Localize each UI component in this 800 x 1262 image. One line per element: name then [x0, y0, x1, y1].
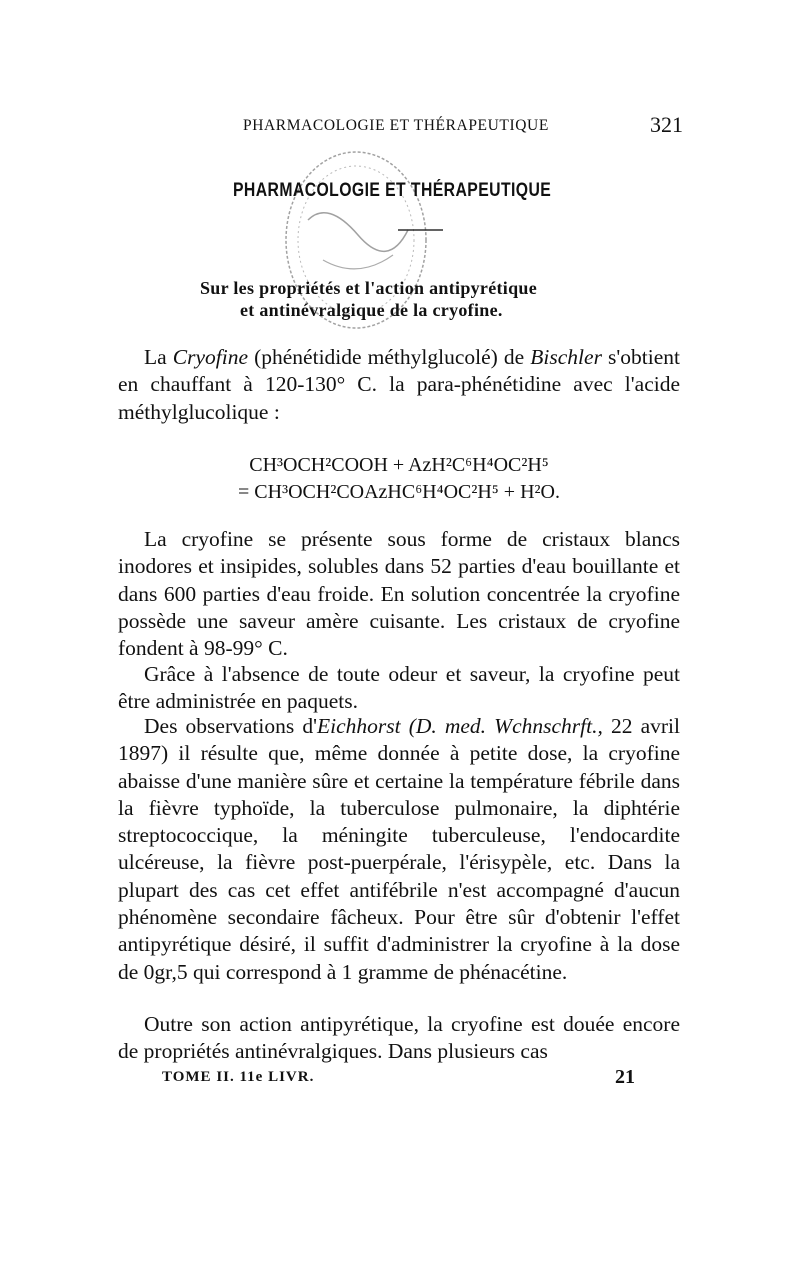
sheet-number: 21	[615, 1066, 635, 1088]
chemical-formula-line-2: = CH³OCH²COAzHC⁶H⁴OC²H⁵ + H²O.	[238, 481, 560, 503]
paragraph-1: La Cryofine (phénétidide méthylglucolé) de Bischler s'obtient en chauffant à 120-130° C. la para-phénétidine avec l'acide méthylglucolique :	[118, 345, 680, 424]
citation-reference: Eichhorst (D. med. Wchnschrft.,	[316, 714, 603, 738]
page-number: 321	[650, 112, 683, 137]
paragraph-5: Outre son action antipyrétique, la cryofine est douée encore de propriétés antinévralgiques. Dans plusieurs cas	[118, 1012, 680, 1064]
section-title: PHARMACOLOGIE ET THÉRAPEUTIQUE	[233, 180, 552, 201]
volume-signature: TOME II. 11e LIVR.	[162, 1069, 315, 1085]
paragraph-2: La cryofine se présente sous forme de cristaux blancs inodores et insipides, solubles dans 52 parties d'eau bouillante et dans 600 parties d'eau froide. En solution concentrée la cryofine possède une saveur amère cuisante. Les cristaux de cryofine fondent à 98-99° C.	[118, 527, 680, 661]
running-header: PHARMACOLOGIE ET THÉRAPEUTIQUE	[243, 117, 549, 134]
article-subtitle-line-2: et antinévralgique de la cryofine.	[240, 300, 503, 320]
paragraph-3: Grâce à l'absence de toute odeur et saveur, la cryofine peut être administrée en paquets.	[118, 662, 680, 714]
stamp-mark	[308, 213, 408, 252]
chemical-formula-line-1: CH³OCH²COOH + AzH²C⁶H⁴OC²H⁵	[249, 454, 549, 476]
paragraph-4: Des observations d'Eichhorst (D. med. Wchnschrft., 22 avril 1897) il résulte que, même donnée à petite dose, la cryofine abaisse d'une manière sûre et certaine la température fébrile dans la fièvre typhoïde, la tuberculose pulmonaire, la diphtérie streptococcique, la méningite tuberculeuse, l'endocardite ulcéreuse, la fièvre post-puerpérale, l'érisypèle, etc. Dans la plupart des cas cet effet antifébrile n'est accompagné d'aucun phénomène secondaire fâcheux. Pour être sûr d'obtenir l'effet antipyrétique désiré, il suffit d'administrer la cryofine à la dose de 0gr,5 qui correspond à 1 gramme de phénacétine.	[118, 714, 680, 984]
term-cryofine: Cryofine	[172, 345, 249, 369]
author-bischler: Bischler	[530, 345, 602, 369]
article-subtitle-line-1: Sur les propriétés et l'action antipyrétique	[200, 278, 538, 298]
stamp-mark	[323, 255, 393, 269]
